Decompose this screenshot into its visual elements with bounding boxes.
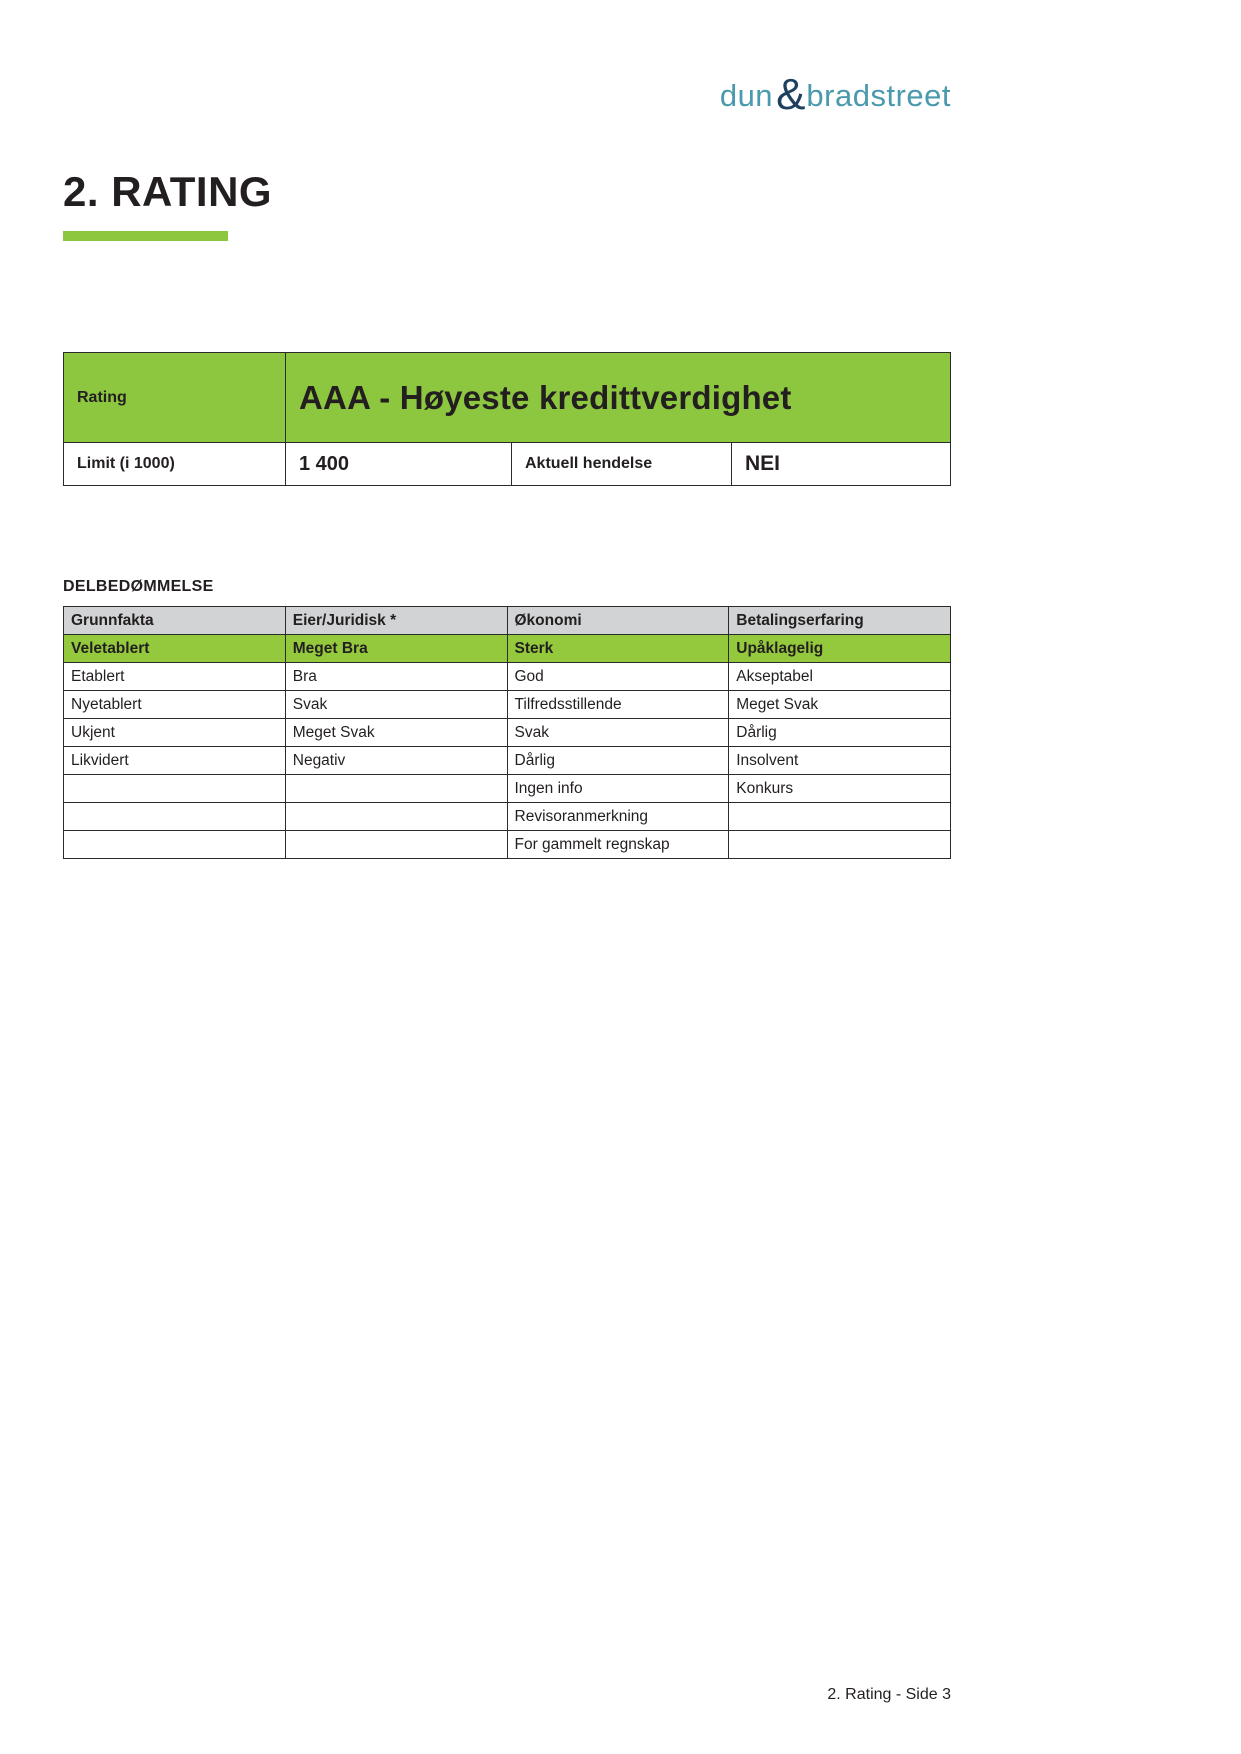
table-cell: Bra <box>285 663 507 691</box>
section-heading: 2. RATING <box>63 168 273 215</box>
table-cell: For gammelt regnskap <box>507 831 729 859</box>
rating-summary-table <box>63 352 951 486</box>
dun-bradstreet-logo <box>719 70 951 119</box>
table-header-row <box>64 607 951 635</box>
column-header-betalingserfaring: Betalingserfaring <box>729 607 951 635</box>
table-cell: Ingen info <box>507 775 729 803</box>
logo-ampersand-icon: & <box>776 70 806 119</box>
table-cell: Dårlig <box>507 747 729 775</box>
current-event-value: NEI <box>745 452 781 475</box>
table-cell: Konkurs <box>729 775 951 803</box>
delbedommelse-table <box>63 606 951 859</box>
table-cell: Likvidert <box>64 747 286 775</box>
rating-value: AAA - Høyeste kredittverdighet <box>299 378 792 416</box>
table-cell <box>729 803 951 831</box>
limit-label: Limit (i 1000) <box>64 443 286 485</box>
selected-rating-row <box>64 635 951 663</box>
table-cell: Veletablert <box>64 635 286 663</box>
table-cell: Nyetablert <box>64 691 286 719</box>
table-row <box>64 719 951 747</box>
table-row <box>64 747 951 775</box>
table-cell: Etablert <box>64 663 286 691</box>
table-cell <box>64 803 286 831</box>
table-cell: Revisoranmerkning <box>507 803 729 831</box>
table-cell: Meget Svak <box>285 719 507 747</box>
rating-row <box>64 353 950 443</box>
table-cell <box>285 775 507 803</box>
table-cell: Svak <box>285 691 507 719</box>
table-row <box>64 663 951 691</box>
table-cell: God <box>507 663 729 691</box>
page-footer: 2. Rating - Side 3 <box>827 1686 951 1703</box>
logo-text-bradstreet: bradstreet <box>806 78 951 113</box>
table-row <box>64 803 951 831</box>
table-cell <box>64 831 286 859</box>
table-cell: Tilfredsstillende <box>507 691 729 719</box>
table-cell: Akseptabel <box>729 663 951 691</box>
current-event-label: Aktuell hendelse <box>512 443 732 485</box>
table-row <box>64 775 951 803</box>
table-cell: Dårlig <box>729 719 951 747</box>
table-cell: Upåklagelig <box>729 635 951 663</box>
table-cell: Meget Svak <box>729 691 951 719</box>
table-cell <box>285 803 507 831</box>
limit-value: 1 400 <box>286 443 512 485</box>
table-cell: Insolvent <box>729 747 951 775</box>
table-row <box>64 831 951 859</box>
column-header-okonomi: Økonomi <box>507 607 729 635</box>
table-cell <box>285 831 507 859</box>
table-cell: Negativ <box>285 747 507 775</box>
table-cell: Sterk <box>507 635 729 663</box>
table-cell: Svak <box>507 719 729 747</box>
heading-accent-bar <box>63 231 228 241</box>
column-header-grunnfakta: Grunnfakta <box>64 607 286 635</box>
table-cell <box>729 831 951 859</box>
table-row <box>64 691 951 719</box>
logo-text-dun: dun <box>719 78 774 113</box>
rating-label: Rating <box>64 353 286 442</box>
table-cell: Ukjent <box>64 719 286 747</box>
table-cell: Meget Bra <box>285 635 507 663</box>
delbedommelse-title: DELBEDØMMELSE <box>63 578 214 595</box>
column-header-eier-juridisk: Eier/Juridisk * <box>285 607 507 635</box>
table-cell <box>64 775 286 803</box>
limit-event-row <box>64 443 950 485</box>
